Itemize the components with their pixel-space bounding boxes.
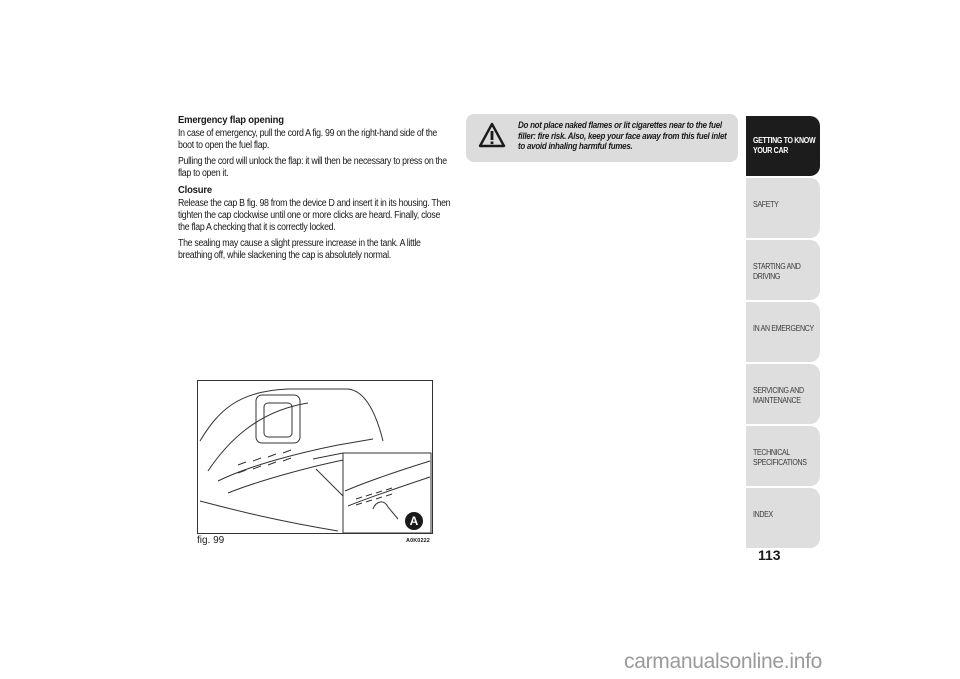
tab-safety[interactable] xyxy=(746,178,820,238)
paragraph: The sealing may cause a slight pressure increase in the tank. A little breathing off, while slackening the cap is absolutely normal. xyxy=(178,238,421,261)
paragraph: Pulling the cord will unlock the flap: it will then be necessary to press on the flap to open it. xyxy=(178,156,447,179)
boot-fuel-flap-drawing xyxy=(198,381,432,533)
paragraph: In case of emergency, pull the cord A fig. 99 on the right-hand side of the boot to open the fuel flap. xyxy=(178,128,438,151)
main-text-column xyxy=(178,114,450,266)
tab-label: TECHNICAL SPECIFICATIONS xyxy=(753,447,807,467)
warning-text: Do not place naked flames or lit cigarettes near to the fuel filler: fire risk. Also, keep your face away from this fuel inlet to avoid inhaling harmful fumes. xyxy=(518,119,727,151)
tab-servicing-and-maintenance[interactable] xyxy=(746,364,820,424)
section-heading-emergency: Emergency flap opening xyxy=(178,114,284,126)
page-number: 113 xyxy=(758,547,781,563)
tab-in-an-emergency[interactable] xyxy=(746,302,820,362)
chapter-tabs xyxy=(746,116,820,550)
figure-code: A0K0222 xyxy=(406,538,430,544)
tab-technical-specifications[interactable] xyxy=(746,426,820,486)
tab-getting-to-know-your-car[interactable] xyxy=(746,116,820,176)
tab-label: INDEX xyxy=(753,509,773,519)
tab-label: SERVICING AND MAINTENANCE xyxy=(753,385,804,405)
warning-box xyxy=(466,114,738,162)
tab-label: GETTING TO KNOW YOUR CAR xyxy=(753,135,816,155)
section-heading-closure: Closure xyxy=(178,184,212,196)
watermark-text: carmanualsonline.info xyxy=(624,650,822,673)
warning-triangle-icon xyxy=(478,122,506,148)
tab-starting-and-driving[interactable] xyxy=(746,240,820,300)
figure-caption: fig. 99 xyxy=(197,535,225,546)
tab-label: STARTING AND DRIVING xyxy=(753,261,801,281)
paragraph: Release the cap B fig. 98 from the device D and insert it in its housing. Then tighten the cap clockwise until one or more clicks are heard. Finally, close the flap A checking that it is correctly locked. xyxy=(178,198,451,233)
tab-label: SAFETY xyxy=(753,199,779,209)
callout-a-label: A xyxy=(409,514,419,528)
tab-label: IN AN EMERGENCY xyxy=(753,323,814,333)
tab-index[interactable] xyxy=(746,488,820,548)
figure-illustration xyxy=(197,380,433,534)
